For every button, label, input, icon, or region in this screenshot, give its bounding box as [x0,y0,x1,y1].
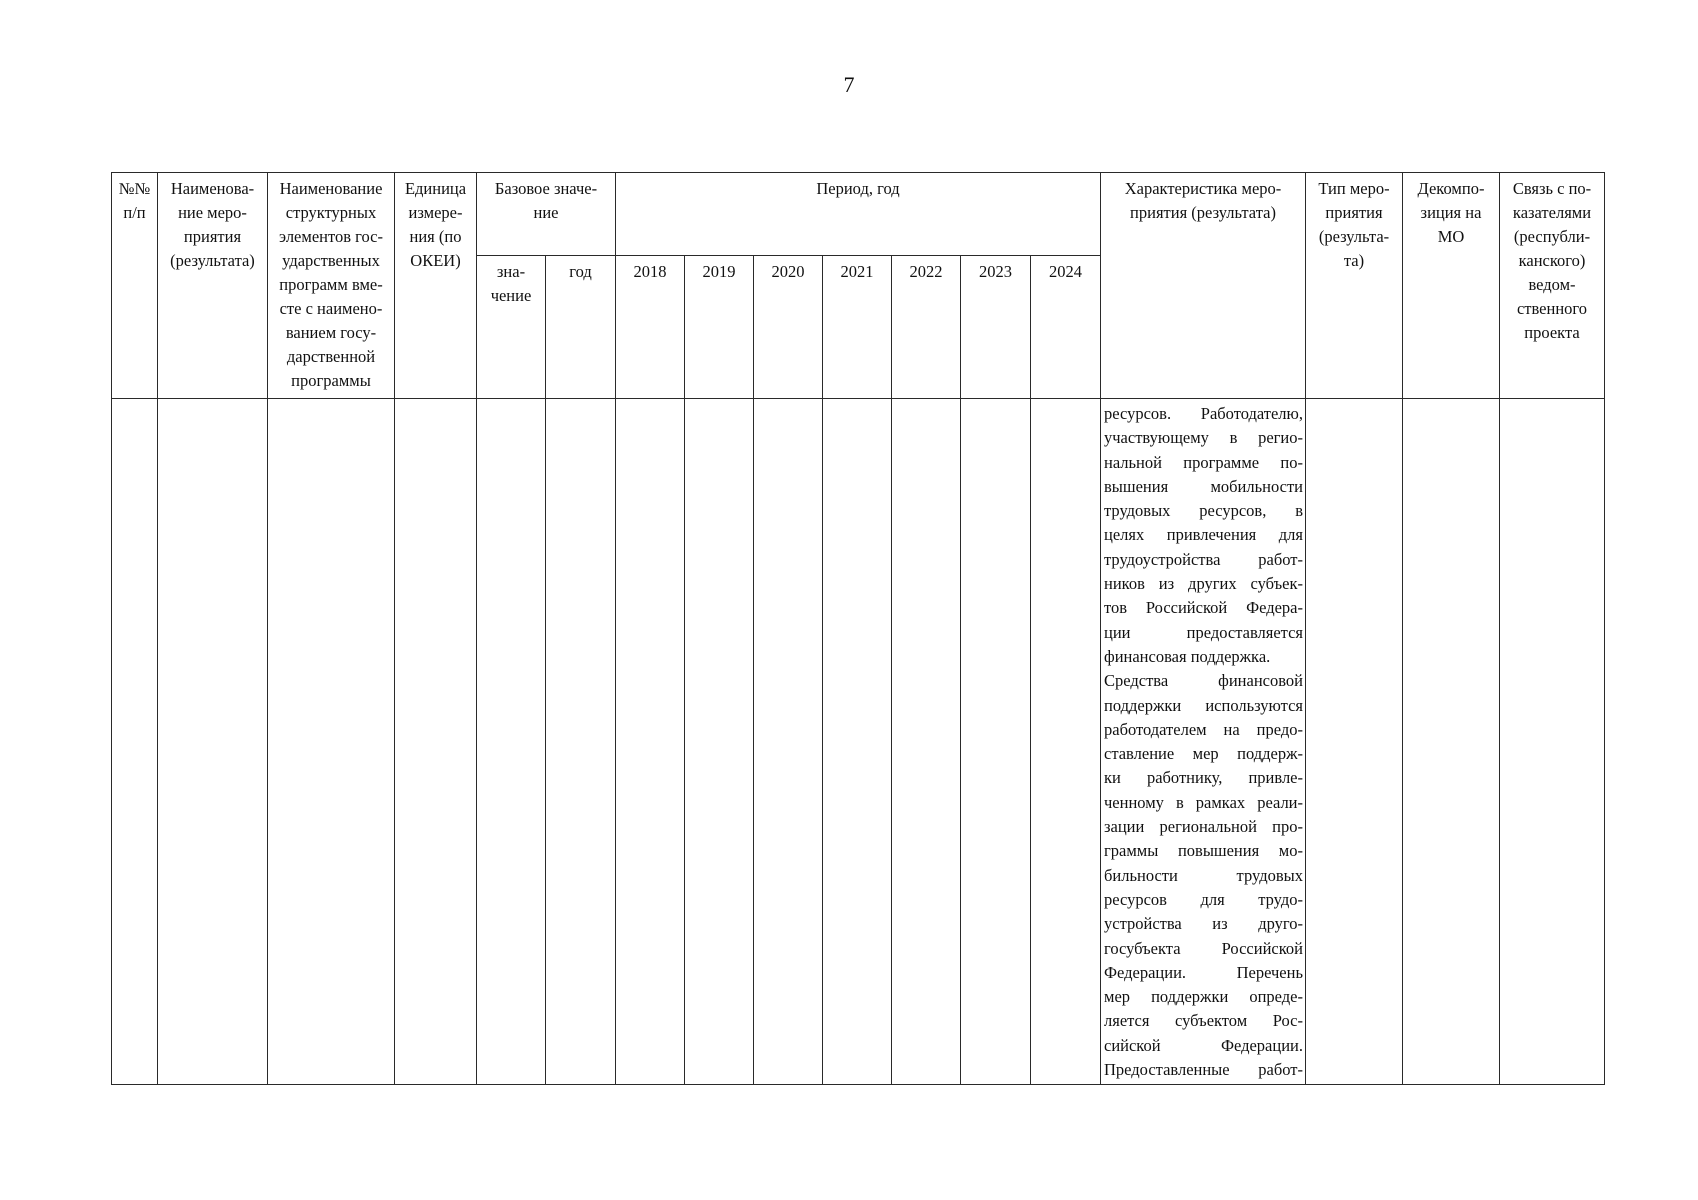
header-period: Период, год [616,173,1101,256]
header-year: 2024 [1031,256,1101,399]
header-indicator-link: Связь с по- казателями (республи- канского) ведом- ственного проекта [1500,173,1605,399]
header-number: №№ п/п [112,173,158,399]
header-year: 2018 [616,256,685,399]
cell-2019 [685,399,754,1085]
header-structural-elements: Наименование структурных элементов гос- ударственных программ вме- сте с наимено- ванием госу- дарственной программы [268,173,395,399]
table-row [112,399,1605,1085]
cell-indicator-link [1500,399,1605,1085]
cell-base-year [546,399,616,1085]
header-base-value: Базовое значе- ние [477,173,616,256]
cell-measure-type [1306,399,1403,1085]
header-unit: Единица измере- ния (по ОКЕИ) [395,173,477,399]
cell-unit [395,399,477,1085]
header-measure-type: Тип меро- приятия (результа- та) [1306,173,1403,399]
cell-decomposition [1403,399,1500,1085]
cell-structural-elements [268,399,395,1085]
cell-2021 [823,399,892,1085]
header-characteristic: Характеристика меро- приятия (результата) [1101,173,1306,399]
header-year: 2021 [823,256,892,399]
cell-2022 [892,399,961,1085]
header-year: 2020 [754,256,823,399]
cell-number [112,399,158,1085]
header-base-value-amount: зна- чение [477,256,546,399]
cell-2023 [961,399,1031,1085]
header-measure-name: Наименова- ние меро- приятия (результата) [158,173,268,399]
cell-2024 [1031,399,1101,1085]
page-number: 7 [843,72,855,97]
cell-base-value [477,399,546,1085]
header-year: 2023 [961,256,1031,399]
cell-2020 [754,399,823,1085]
header-year: 2019 [685,256,754,399]
cell-2018 [616,399,685,1085]
header-base-year: год [546,256,616,399]
cell-measure-name [158,399,268,1085]
cell-characteristic: ресурсов. Работодателю, участвующему в регио- нальной программе по- вышения мобильности трудовых ресурсов, в целях привлечения для трудоустройства работ- ников из других субъек- тов Российской Федера- ции предоставляется финансовая поддержка. Средства финансовой поддержки используются работодателем на предо- ставление мер поддерж- ки работнику, привле- ченному в рамках реали- зации региональной про- граммы повышения мо- бильности трудовых ресурсов для трудо- устройства из друго- госубъекта Российской Федерации. Перечень мер поддержки опреде- ляется субъектом Рос- сийской Федерации. Предоставленные работ- [1101,399,1306,1085]
header-year: 2022 [892,256,961,399]
header-decomposition: Декомпо- зиция на МО [1403,173,1500,399]
measures-table [111,172,1605,1085]
